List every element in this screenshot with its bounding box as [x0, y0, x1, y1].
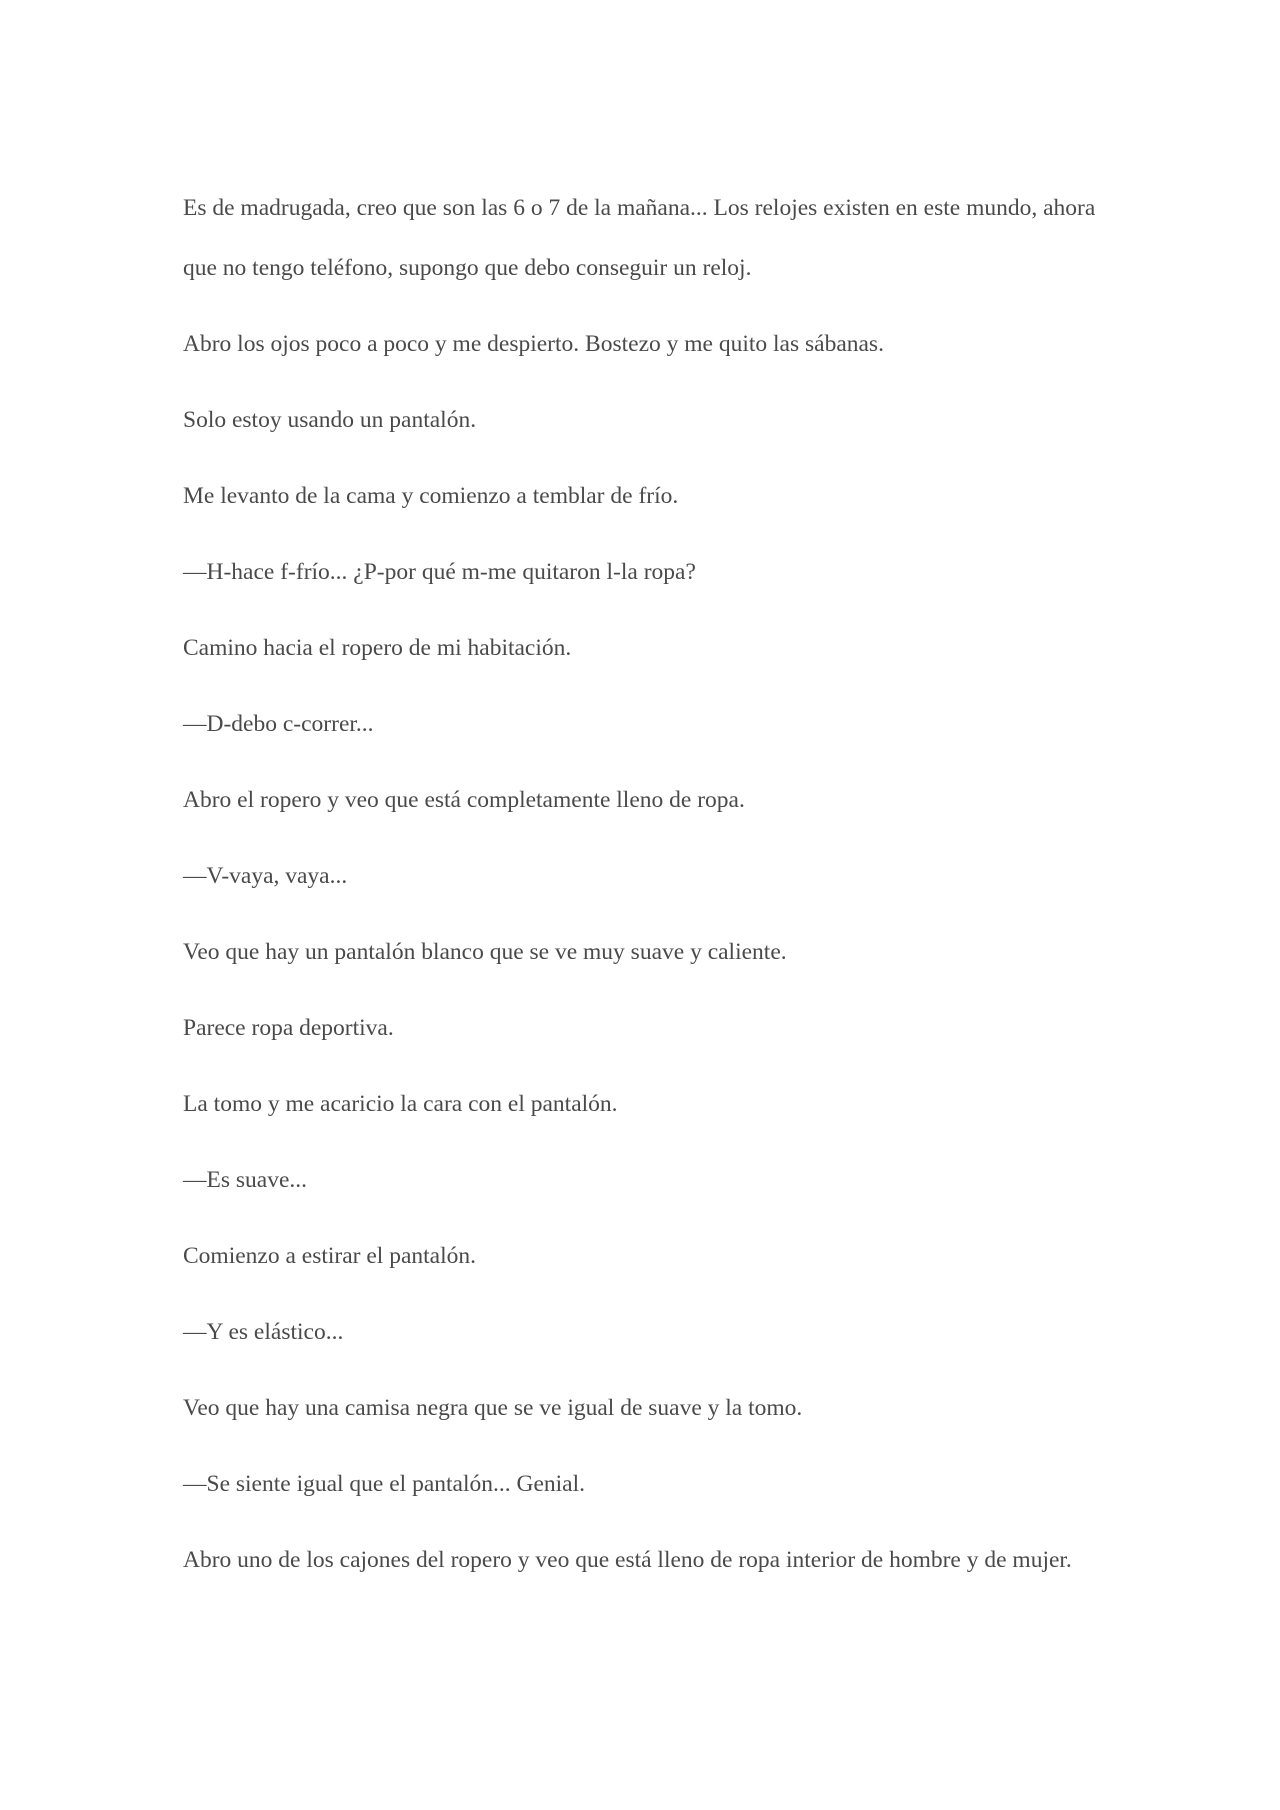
paragraph-18: Abro uno de los cajones del ropero y veo que está lleno de ropa interior de hombre y de mujer. — [183, 1547, 1072, 1573]
paragraph-10: Veo que hay un pantalón blanco que se ve muy suave y caliente. — [183, 939, 787, 965]
paragraph-8: Abro el ropero y veo que está completamente lleno de ropa. — [183, 787, 745, 813]
document-body — [183, 178, 1103, 1606]
paragraph-13: —Es suave... — [183, 1167, 308, 1193]
paragraph-1: Es de madrugada, creo que son las 6 o 7 de la mañana... Los relojes existen en este mundo, ahora que no tengo teléfono, supongo que debo conseguir un reloj. — [183, 195, 1096, 281]
paragraph-11: Parece ropa deportiva. — [183, 1015, 394, 1041]
paragraph-5: —H-hace f-frío... ¿P-por qué m-me quitaron l-la ropa? — [183, 559, 696, 585]
paragraph-2: Abro los ojos poco a poco y me despierto. Bostezo y me quito las sábanas. — [183, 331, 884, 357]
paragraph-15: —Y es elástico... — [183, 1319, 344, 1345]
paragraph-6: Camino hacia el ropero de mi habitación. — [183, 635, 572, 661]
paragraph-14: Comienzo a estirar el pantalón. — [183, 1243, 476, 1269]
paragraph-4: Me levanto de la cama y comienzo a temblar de frío. — [183, 483, 679, 509]
paragraph-3: Solo estoy usando un pantalón. — [183, 407, 477, 433]
paragraph-12: La tomo y me acaricio la cara con el pantalón. — [183, 1091, 618, 1117]
paragraph-17: —Se siente igual que el pantalón... Genial. — [183, 1471, 586, 1497]
paragraph-16: Veo que hay una camisa negra que se ve igual de suave y la tomo. — [183, 1395, 803, 1421]
paragraph-7: —D-debo c-correr... — [183, 711, 374, 737]
paragraph-9: —V-vaya, vaya... — [183, 863, 348, 889]
